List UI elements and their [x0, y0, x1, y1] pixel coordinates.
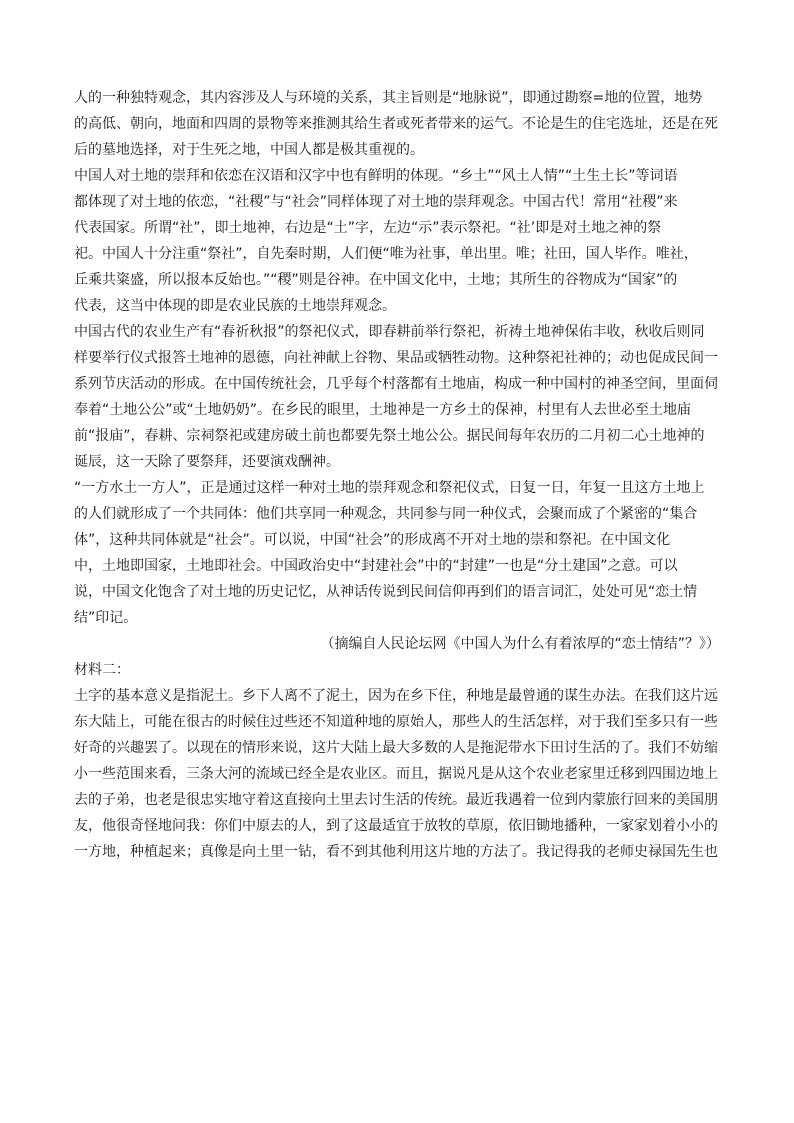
paragraph-community — [74, 475, 720, 631]
text-line: 代表，这当中体现的即是农业民族的土地崇拜观念。 — [74, 298, 396, 314]
text-line: 的高低、朝向，地面和四周的景物等来推测其给生者或死者带来的运气。不论是生的住宅选址，还是在死 — [74, 116, 718, 132]
text-line: 奉着“土地公公”或“土地奶奶”。在乡民的眼里，土地神是一方乡土的保神，村里有人去世必至土地庙 — [74, 402, 692, 418]
text-line: 代表国家。所谓“社”，即土地神，右边是“土”字，左边“示”表示祭祀。“社’即是对土地之神的祭 — [74, 220, 662, 236]
source-citation: （摘编自人民论坛网《中国人为什么有着浓厚的“恋土情结”？》） — [320, 636, 720, 652]
text-line: 土字的基本意义是指泥土。乡下人离不了泥土，因为在乡下住，种地是最曾通的谋生办法。在我们这片远 — [74, 688, 718, 704]
text-line: 一方地，种植起来；真像是向土里一钻，看不到其他利用这片地的方法了。我记得我的老师史禄国先生也 — [74, 844, 718, 860]
text-line: 去的子弟，也老是很忠实地守着这直接向土里去讨生活的传统。最近我遇着一位到内蒙旅行回来的美国朋 — [74, 792, 718, 808]
text-line: 友，他很奇怪地问我：你们中原去的人，到了这最适宜于放牧的草原，依旧锄地播种，一家家划着小小的 — [74, 818, 718, 834]
text-line: 人的一种独特观念，其内容涉及人与环境的关系，其主旨则是“地脉说”，即通过勘察=地的位置，地势 — [74, 90, 703, 106]
text-line: “一方水土一方人”，正是通过这样一种对土地的崇拜观念和祭祀仪式，日复一日，年复一且这方土地上 — [74, 480, 705, 496]
text-line: 中国古代的农业生产有“春祈秋报”的祭祀仪式，即春耕前举行祭祀，祈祷土地神保佑丰收，秋收后则同 — [74, 324, 705, 340]
text-line: 说，中国文化饱含了对土地的历史记忆，从神话传说到民间信仰再到们的语言词汇，处处可见“恋土情 — [74, 584, 698, 600]
paragraph-sheji — [74, 163, 720, 319]
text-line: 系列节庆活动的形成。在中国传统社会，几乎每个村落都有土地庙，构成一种中国村的神圣空间，里面伺 — [74, 376, 718, 392]
paragraph-fengshui — [74, 85, 720, 163]
material-two-label: 材料二： — [74, 662, 130, 678]
text-line: 样要举行仪式报答土地神的恩德，向社神献上谷物、果品或牺牲动物。这种祭祀社神的；动也促成民间一 — [74, 350, 718, 366]
text-line: 中，土地即国家，土地即社会。中国政治史中“封建社会”中的“封建”一也是“分土建国”之意。可以 — [74, 558, 678, 574]
paragraph-material-two — [74, 683, 720, 865]
text-line: 好奇的兴趣罢了。以现在的情形来说，这片大陆上最大多数的人是拖泥带水下田讨生活的了。我们不妨缩 — [74, 740, 718, 756]
text-line: 后的墓地选择，对于生死之地，中国人都是极其重视的。 — [74, 142, 424, 158]
text-line: 丘乘共粢盛，所以报本反始也。”“稷”则是谷神。在中国文化中，土地；其所生的谷物成为“国家”的 — [74, 272, 678, 288]
text-line: 的人们就形成了一个共同体：他们共享同一种观念，共同参与同一种仪式，会聚而成了个紧密的“集合 — [74, 506, 698, 522]
text-line: 都体现了对土地的依恋，“社稷”与“社会”同样体现了对土地的崇拜观念。中国古代！常用“社稷”来 — [74, 194, 678, 210]
text-line: 祀。中国人十分注重“祭社”，自先秦时期，人们便“唯为社事，单出里。唯；社田，国人毕作。唯社， — [74, 246, 698, 262]
document-body — [74, 85, 720, 865]
text-line: 体”，这种共同体就是“社会”。可以说，中国“社会”的形成离不开对土地的崇和祭祀。在中国文化 — [74, 532, 671, 548]
text-line: 东大陆上，可能在很古的时候住过些还不知道种地的原始人，那些人的生活怎样，对于我们至多只有一些 — [74, 714, 718, 730]
paragraph-chunqi-qiubao — [74, 319, 720, 475]
text-line: 中国人对土地的崇拜和依恋在汉语和汉字中也有鲜明的体现。“乡土”“风土人情”“土生土长”等词语 — [74, 168, 678, 184]
text-line: 前“报庙”，春耕、宗祠祭祀或建房破土前也都要先祭土地公公。据民间每年农历的二月初二心土地神的 — [74, 428, 705, 444]
text-line: 小一些范围来看，三条大河的流域已经全是农业区。而且，据说凡是从这个农业老家里迁移到四围边地上 — [74, 766, 718, 782]
text-line: 结”印记。 — [74, 610, 138, 626]
text-line: 诞辰，这一天除了要祭拜，还要演戏酬神。 — [74, 454, 340, 470]
